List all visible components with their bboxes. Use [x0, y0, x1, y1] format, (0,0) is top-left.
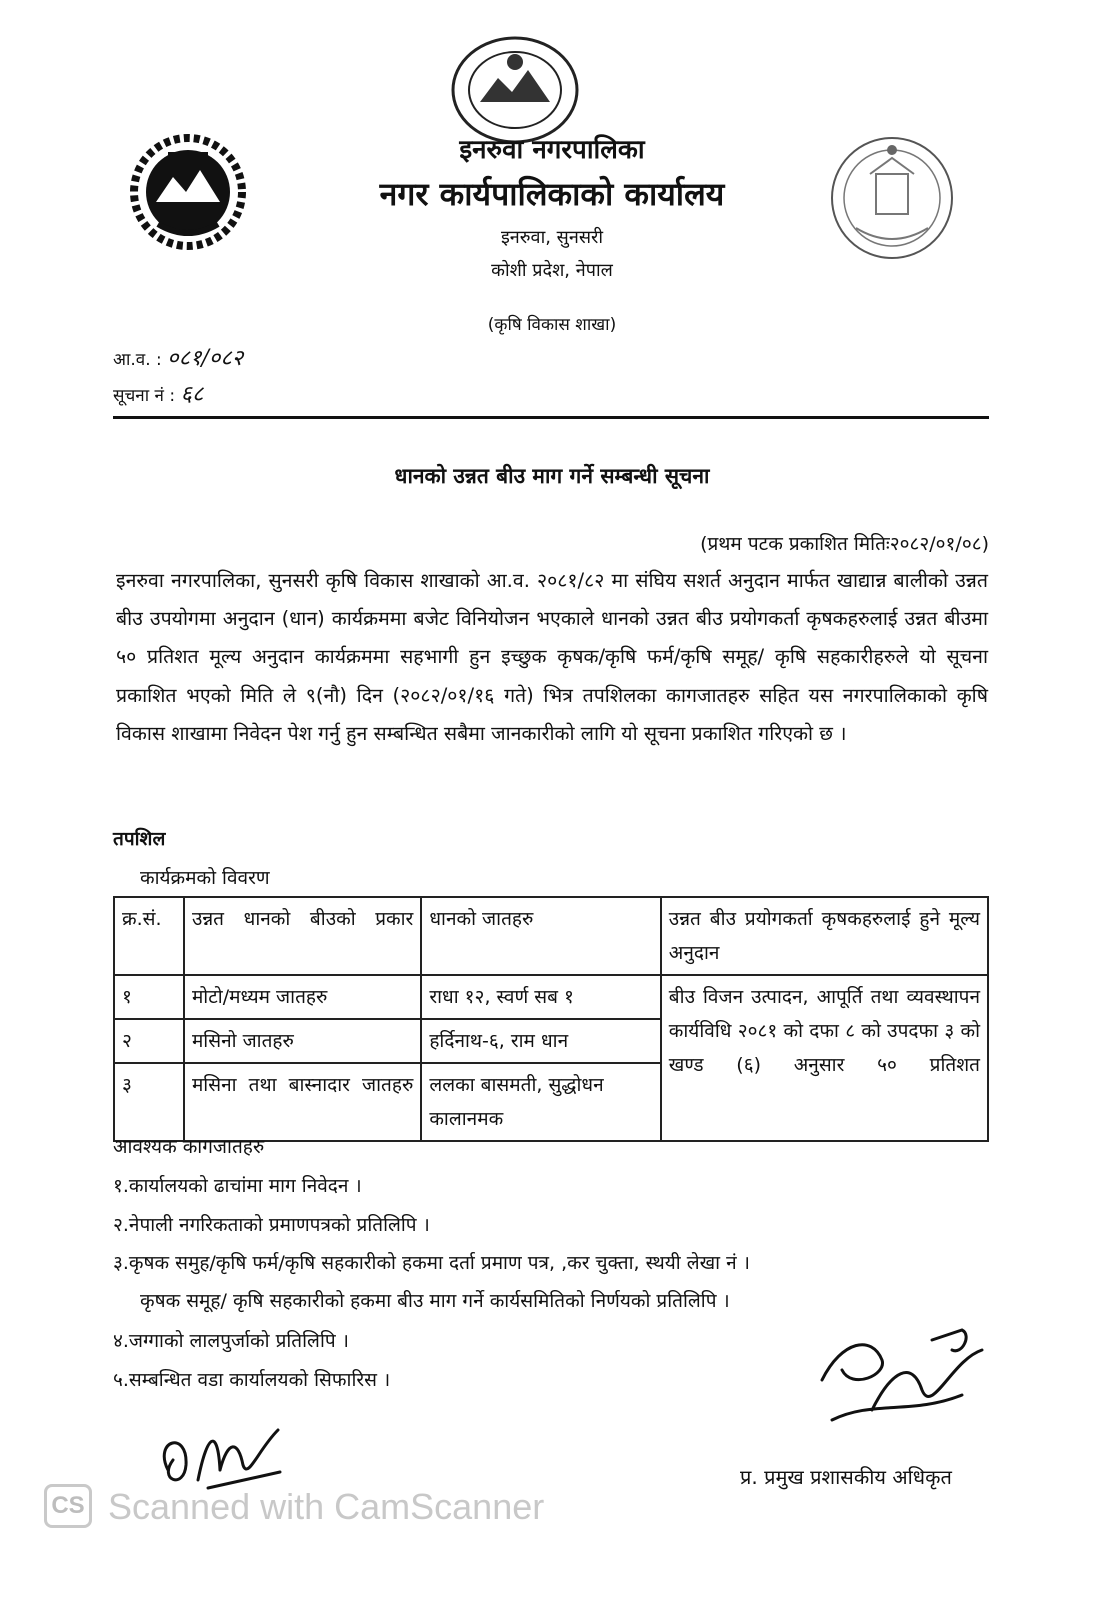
handwritten-signature	[812, 1320, 992, 1440]
requirement-item: कृषक समूह/ कृषि सहकारीको हकमा बीउ माग गर्ने कार्यसमितिको निर्णयको प्रतिलिपि ।	[140, 1290, 730, 1312]
requirement-item: २.नेपाली नगरिकताको प्रमाणपत्रको प्रतिलिपि ।	[113, 1214, 430, 1236]
table-header: उन्नत बीउ प्रयोगकर्ता कृषकहरुलाई हुने मूल्य अनुदान	[661, 897, 988, 975]
table-cell-varieties: ललका बासमती, सुद्धोधन कालानमक	[421, 1063, 660, 1141]
header-divider	[113, 416, 989, 419]
table-header: धानको जातहरु	[421, 897, 660, 975]
table-cell-sn: २	[114, 1019, 184, 1063]
requirement-item: १.कार्यालयको ढाचांमा माग निवेदन ।	[113, 1175, 362, 1197]
address-line-2: कोशी प्रदेश, नेपाल	[491, 260, 613, 281]
requirements-title: आवश्यक कागजातहरु	[113, 1136, 265, 1158]
address-line-1: इनरुवा, सुनसरी	[500, 227, 604, 248]
requirement-item: ५.सम्बन्धित वडा कार्यालयको सिफारिस ।	[113, 1369, 391, 1391]
table-header: क्र.सं.	[114, 897, 184, 975]
fiscal-year-value: ०८१/०८२	[167, 346, 244, 371]
table-cell-type: मसिनो जातहरु	[184, 1019, 421, 1063]
table-caption: कार्यक्रमको विवरण	[140, 867, 270, 889]
table-cell-varieties: हर्दिनाथ-६, राम धान	[421, 1019, 660, 1063]
table-header: उन्नत धानको बीउको प्रकार	[184, 897, 421, 975]
program-table	[113, 896, 989, 1142]
table-cell-varieties: राधा १२, स्वर्ण सब १	[421, 975, 660, 1019]
fiscal-year-label: आ.व. :	[113, 350, 162, 370]
table-row	[114, 975, 988, 1019]
table-cell-type: मोटो/मध्यम जातहरु	[184, 975, 421, 1019]
camscanner-logo: CS	[44, 1484, 92, 1528]
camscanner-watermark: Scanned with CamScanner	[108, 1486, 545, 1527]
notice-number-value: ६८	[180, 382, 204, 407]
branch-name: (कृषि विकास शाखा)	[487, 315, 617, 335]
notice-body: इनरुवा नगरपालिका, सुनसरी कृषि विकास शाखाको आ.व. २०८१/८२ मा संघिय सशर्त अनुदान मार्फत खाद्यान्न बालीको उन्नत बीउ उपयोगमा अनुदान (धान) कार्यक्रममा बजेट विनियोजन भएकाले धानको उन्नत बीउ प्रयोगकर्ता कृषकहरुलाई उन्नत बीउमा ५० प्रतिशत मूल्य अनुदान कार्यक्रममा सहभागी हुन इच्छुक कृषक/कृषि फर्म/कृषि समूह/ कृषि सहकारीहरुले यो सूचना प्रकाशित भएको मिति ले ९(नौ) दिन (२०८२/०१/१६ गते) भित्र तपशिलका कागजातहरु सहित यस नगरपालिकाको कृषि विकास शाखामा निवेदन पेश गर्नु हुन सम्बन्धित सबैमा जानकारीको लागि यो सूचना प्रकाशित गरिएको छ ।	[116, 569, 988, 745]
fiscal-year	[113, 342, 243, 372]
table-cell-subsidy: बीउ विजन उत्पादन, आपूर्ति तथा व्यवस्थापन कार्यविधि २०८१ को दफा ८ को उपदफा ३ को खण्ड (६) अनुसार ५० प्रतिशत	[661, 975, 988, 1141]
table-cell-sn: ३	[114, 1063, 184, 1141]
notice-number-label: सूचना नं :	[113, 386, 176, 406]
notice-number	[113, 378, 203, 408]
table-cell-sn: १	[114, 975, 184, 1019]
requirement-item: ४.जग्गाको लालपुर्जाको प्रतिलिपि ।	[113, 1330, 349, 1352]
published-date: (प्रथम पटक प्रकाशित मितिः२०८२/०१/०८)	[700, 533, 989, 555]
office-name: नगर कार्यपालिकाको कार्यालय	[379, 175, 725, 213]
municipality-name: इनरुवा नगरपालिका	[459, 135, 645, 165]
table-header-row	[114, 897, 988, 975]
requirement-item: ३.कृषक समुह/कृषि फर्म/कृषि सहकारीको हकमा दर्ता प्रमाण पत्र, ,कर चुक्ता, स्थयी लेखा नं ।	[113, 1252, 750, 1274]
tapasil-heading: तपशिल	[113, 828, 166, 850]
notice-subject: धानको उन्नत बीउ माग गर्ने सम्बन्धी सूचना	[394, 464, 710, 488]
officer-title: प्र. प्रमुख प्रशासकीय अधिकृत	[740, 1465, 952, 1489]
table-cell-type: मसिना तथा बास्नादार जातहरु	[184, 1063, 421, 1141]
